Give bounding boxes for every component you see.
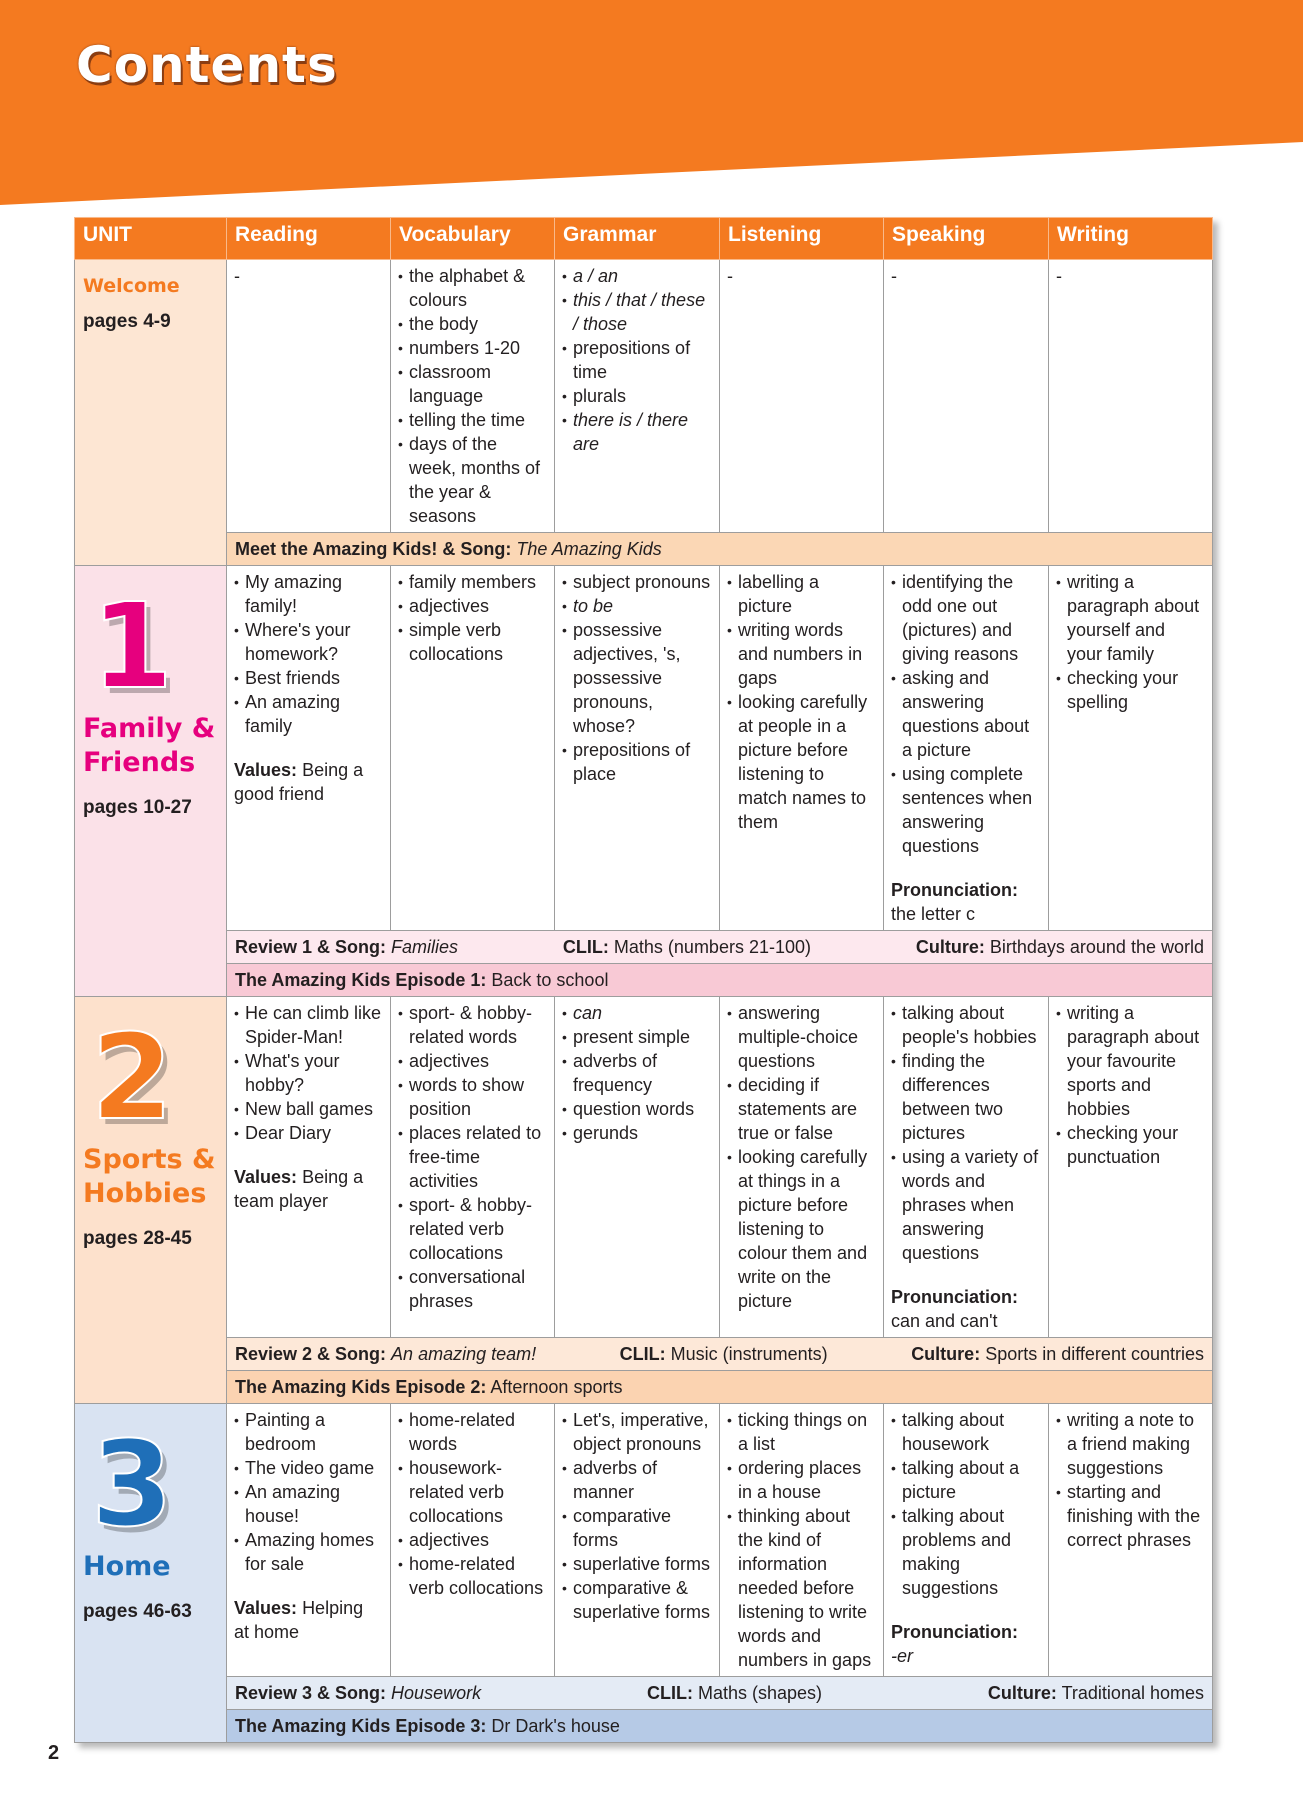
- welcome-vocabulary: [391, 260, 555, 533]
- welcome-reading: -: [227, 260, 391, 533]
- list-item: • adverbs of frequency: [562, 1049, 712, 1097]
- list-item: • telling the time: [398, 408, 547, 432]
- list-item: • asking and answering questions about a picture: [891, 666, 1041, 762]
- list-item: • days of the week, months of the year & seasons: [398, 432, 547, 528]
- header-listening: Listening: [720, 218, 884, 260]
- list-item: • the body: [398, 312, 547, 336]
- header-grammar: Grammar: [555, 218, 720, 260]
- unit-1-review-strip: [227, 931, 1213, 964]
- unit-1-speaking: [884, 566, 1049, 931]
- list-item: • the alphabet & colours: [398, 264, 547, 312]
- unit-1-pages: pages 10-27: [83, 797, 192, 818]
- list-item: • possessive adjectives, 's, possessive pronouns, whose?: [562, 618, 712, 738]
- unit-1-writing: [1049, 566, 1213, 931]
- list-item: • labelling a picture: [727, 570, 876, 618]
- list-item: • checking your punctuation: [1056, 1121, 1205, 1169]
- unit-2-listening: [720, 997, 884, 1338]
- unit-3-speaking: [884, 1404, 1049, 1677]
- strip-label: Meet the Amazing Kids! & Song:: [235, 539, 512, 559]
- list-item: • simple verb collocations: [398, 618, 547, 666]
- list-item: • talking about people's hobbies: [891, 1001, 1041, 1049]
- unit-3-listening: [720, 1404, 884, 1677]
- unit-2-title: Sports & Hobbies: [83, 1144, 216, 1209]
- list-item: • answering multiple-choice questions: [727, 1001, 876, 1073]
- list-item: • ticking things on a list: [727, 1408, 876, 1456]
- list-item: • Best friends: [234, 666, 383, 690]
- unit-3-title: Home: [83, 1551, 171, 1582]
- list-item: • prepositions of time: [562, 336, 712, 384]
- header-banner: [0, 0, 1303, 210]
- list-item: • writing a paragraph about yourself and your family: [1056, 570, 1205, 666]
- unit-3-reading: [227, 1404, 391, 1677]
- list-item: • superlative forms: [562, 1552, 712, 1576]
- values-note: Values: Being a good friend: [234, 760, 364, 804]
- header-row: [75, 218, 1213, 260]
- pronunciation-note: Pronunciation: the letter c: [891, 880, 1018, 924]
- list-item: • classroom language: [398, 360, 547, 408]
- review-item: Review 1 & Song: Families: [235, 937, 459, 957]
- list-item: • adjectives: [398, 1528, 547, 1552]
- header-vocabulary: Vocabulary: [391, 218, 555, 260]
- unit-3-number: 3: [91, 1415, 174, 1553]
- values-note: Values: Being a team player: [234, 1167, 364, 1211]
- header-writing: Writing: [1049, 218, 1213, 260]
- welcome-strip-row: [75, 533, 1213, 566]
- welcome-title: Welcome: [83, 275, 180, 297]
- welcome-strip: [227, 533, 1213, 566]
- list-item: • ordering places in a house: [727, 1456, 876, 1504]
- unit-2-review-row: [75, 1338, 1213, 1371]
- list-item: • sport- & hobby-related verb collocations: [398, 1193, 547, 1265]
- clil-item: CLIL: Music (instruments): [619, 1344, 828, 1364]
- list-item: • He can climb like Spider-Man!: [234, 1001, 383, 1049]
- unit-2-speaking: [884, 997, 1049, 1338]
- list-item: • An amazing family: [234, 690, 383, 738]
- list-item: • writing a note to a friend making suggestions: [1056, 1408, 1205, 1480]
- list-item: • Dear Diary: [234, 1121, 383, 1145]
- list-item: • writing a paragraph about your favourite sports and hobbies: [1056, 1001, 1205, 1121]
- list-item: • housework-related verb collocations: [398, 1456, 547, 1528]
- list-item: • using a variety of words and phrases when answering questions: [891, 1145, 1041, 1265]
- pronunciation-note: Pronunciation: -er: [891, 1622, 1018, 1666]
- list-item: • conversational phrases: [398, 1265, 547, 1313]
- unit-1-vocabulary: [391, 566, 555, 931]
- unit-3-cell: [75, 1404, 227, 1743]
- unit-1-row: [75, 566, 1213, 931]
- list-item: • checking your spelling: [1056, 666, 1205, 714]
- list-item: • finding the differences between two pictures: [891, 1049, 1041, 1145]
- list-item: • plurals: [562, 384, 712, 408]
- list-item: • subject pronouns: [562, 570, 712, 594]
- list-item: • a / an: [562, 264, 712, 288]
- welcome-unit-cell: [75, 260, 227, 566]
- unit-3-row: [75, 1404, 1213, 1677]
- page-title: Contents: [76, 36, 338, 94]
- unit-3-pages: pages 46-63: [83, 1601, 192, 1622]
- unit-1-reading: [227, 566, 391, 931]
- unit-1-episode-row: [75, 964, 1213, 997]
- culture-item: Culture: Sports in different countries: [911, 1344, 1204, 1364]
- list-item: • question words: [562, 1097, 712, 1121]
- list-item: • home-related words: [398, 1408, 547, 1456]
- welcome-pages: pages 4-9: [83, 311, 171, 332]
- header-unit: UNIT: [75, 218, 227, 260]
- list-item: • comparative forms: [562, 1504, 712, 1552]
- list-item: • starting and finishing with the correct phrases: [1056, 1480, 1205, 1552]
- list-item: • deciding if statements are true or false: [727, 1073, 876, 1145]
- list-item: • The video game: [234, 1456, 383, 1480]
- list-item: • adjectives: [398, 594, 547, 618]
- unit-2-number: 2: [91, 1008, 174, 1146]
- unit-2-cell: [75, 997, 227, 1404]
- unit-2-writing: [1049, 997, 1213, 1338]
- unit-3-episode-strip: The Amazing Kids Episode 3: Dr Dark's house: [227, 1710, 1213, 1743]
- review-item: Review 2 & Song: An amazing team!: [235, 1344, 537, 1364]
- list-item: • family members: [398, 570, 547, 594]
- list-item: • to be: [562, 594, 712, 618]
- unit-2-grammar: [555, 997, 720, 1338]
- culture-item: Culture: Traditional homes: [987, 1683, 1204, 1703]
- welcome-grammar: [555, 260, 720, 533]
- list-item: • can: [562, 1001, 712, 1025]
- list-item: • What's your hobby?: [234, 1049, 383, 1097]
- unit-2-vocabulary: [391, 997, 555, 1338]
- list-item: • Let's, imperative, object pronouns: [562, 1408, 712, 1456]
- list-item: • places related to free-time activities: [398, 1121, 547, 1193]
- list-item: • An amazing house!: [234, 1480, 383, 1528]
- clil-item: CLIL: Maths (numbers 21-100): [562, 937, 811, 957]
- unit-2-review-strip: [227, 1338, 1213, 1371]
- list-item: • adjectives: [398, 1049, 547, 1073]
- list-item: • gerunds: [562, 1121, 712, 1145]
- values-note: Values: Helping at home: [234, 1598, 364, 1642]
- list-item: • prepositions of place: [562, 738, 712, 786]
- list-item: • this / that / these / those: [562, 288, 712, 336]
- unit-1-listening: [720, 566, 884, 931]
- list-item: • looking carefully at things in a picture before listening to colour them and write on the picture: [727, 1145, 876, 1313]
- clil-item: CLIL: Maths (shapes): [646, 1683, 823, 1703]
- welcome-row: [75, 260, 1213, 533]
- unit-1-episode-strip: The Amazing Kids Episode 1: Back to school: [227, 964, 1213, 997]
- unit-2-episode-row: [75, 1371, 1213, 1404]
- unit-3-review-strip: [227, 1677, 1213, 1710]
- unit-3-vocabulary: [391, 1404, 555, 1677]
- list-item: • looking carefully at people in a picture before listening to match names to them: [727, 690, 876, 834]
- list-item: • sport- & hobby-related words: [398, 1001, 547, 1049]
- list-item: • identifying the odd one out (pictures) and giving reasons: [891, 570, 1041, 666]
- list-item: • talking about a picture: [891, 1456, 1041, 1504]
- unit-1-title: Family & Friends: [83, 713, 216, 778]
- list-item: • using complete sentences when answering questions: [891, 762, 1041, 858]
- header-speaking: Speaking: [884, 218, 1049, 260]
- culture-item: Culture: Birthdays around the world: [915, 937, 1204, 957]
- unit-3-writing: [1049, 1404, 1213, 1677]
- unit-2-episode-strip: The Amazing Kids Episode 2: Afternoon sports: [227, 1371, 1213, 1404]
- list-item: • home-related verb collocations: [398, 1552, 547, 1600]
- list-item: • words to show position: [398, 1073, 547, 1121]
- unit-1-number: 1: [91, 577, 174, 715]
- welcome-writing: -: [1049, 260, 1213, 533]
- unit-3-grammar: [555, 1404, 720, 1677]
- unit-2-pages: pages 28-45: [83, 1228, 192, 1249]
- welcome-speaking: -: [884, 260, 1049, 533]
- list-item: • present simple: [562, 1025, 712, 1049]
- list-item: • Amazing homes for sale: [234, 1528, 383, 1576]
- list-item: • numbers 1-20: [398, 336, 547, 360]
- unit-2-reading: [227, 997, 391, 1338]
- strip-value: The Amazing Kids: [516, 539, 662, 559]
- page-number: 2: [48, 1742, 60, 1764]
- list-item: • talking about problems and making suggestions: [891, 1504, 1041, 1600]
- list-item: • thinking about the kind of information needed before listening to write words and numbers in gaps: [727, 1504, 876, 1672]
- unit-1-cell: [75, 566, 227, 997]
- pronunciation-note: Pronunciation: can and can't: [891, 1287, 1018, 1331]
- list-item: • talking about housework: [891, 1408, 1041, 1456]
- unit-2-row: [75, 997, 1213, 1338]
- list-item: • New ball games: [234, 1097, 383, 1121]
- list-item: • comparative & superlative forms: [562, 1576, 712, 1624]
- review-item: Review 3 & Song: Housework: [235, 1683, 482, 1703]
- unit-3-episode-row: [75, 1710, 1213, 1743]
- unit-3-review-row: [75, 1677, 1213, 1710]
- unit-1-grammar: [555, 566, 720, 931]
- list-item: • adverbs of manner: [562, 1456, 712, 1504]
- unit-1-review-row: [75, 931, 1213, 964]
- list-item: • there is / there are: [562, 408, 712, 456]
- list-item: • My amazing family!: [234, 570, 383, 618]
- header-reading: Reading: [227, 218, 391, 260]
- list-item: • Where's your homework?: [234, 618, 383, 666]
- welcome-listening: -: [720, 260, 884, 533]
- list-item: • writing words and numbers in gaps: [727, 618, 876, 690]
- contents-table: [74, 217, 1213, 1743]
- list-item: • Painting a bedroom: [234, 1408, 383, 1456]
